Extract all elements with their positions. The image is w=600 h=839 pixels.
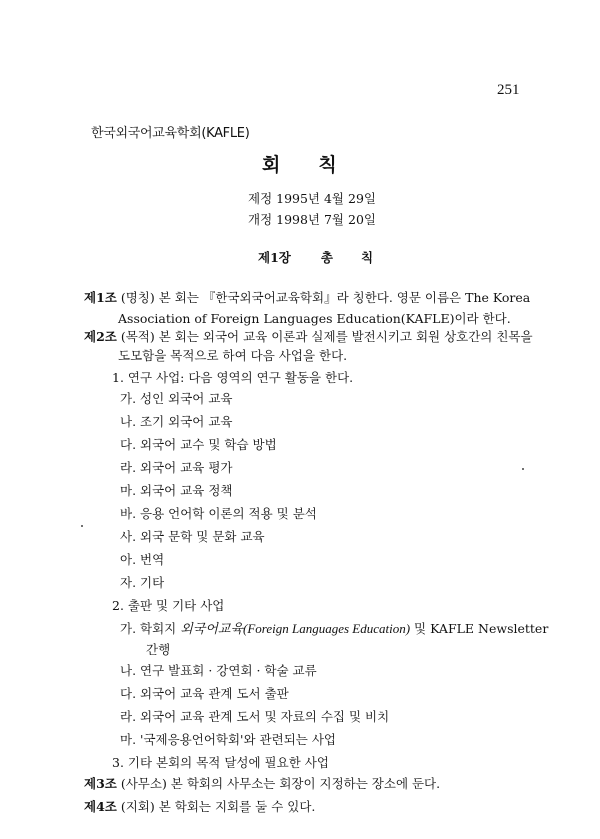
- article-3-text: (사무소) 본 학회의 사무소는 회장이 지정하는 장소에 둔다.: [120, 776, 441, 791]
- sub-item: 마. 외국어 교육 정책: [120, 483, 233, 498]
- sub-item: 나. 연구 발표회 · 강연회 · 학술 교류: [120, 663, 317, 678]
- sub-item: 다. 외국어 교육 관계 도서 출판: [120, 686, 289, 701]
- sub-item-journal-cont: 간행: [146, 642, 171, 657]
- article-4: [84, 799, 315, 815]
- journal-title: 외국어교육(Foreign Languages Education): [180, 621, 411, 636]
- enactment-date: 제정 1995년 4월 29일: [248, 191, 376, 206]
- journal-suffix: 및 KAFLE Newsletter: [410, 621, 549, 636]
- chapter-word-1: 총: [320, 250, 333, 265]
- article-2-label: 제2조: [84, 329, 117, 344]
- sub-item: 라. 외국어 교육 관계 도서 및 자료의 수집 및 비치: [120, 709, 390, 724]
- article-2-item-2: 2. 출판 및 기타 사업: [112, 598, 225, 613]
- article-3-label: 제3조: [84, 776, 117, 791]
- article-4-label: 제4조: [84, 799, 117, 814]
- chapter-heading: [258, 248, 373, 266]
- article-2-item-1: 1. 연구 사업: 다음 영역의 연구 활동을 한다.: [112, 370, 354, 385]
- journal-prefix: 가. 학회지: [120, 621, 181, 636]
- article-3: [84, 776, 440, 792]
- sub-item: 자. 기타: [120, 575, 165, 590]
- sub-item: 아. 번역: [120, 552, 165, 567]
- article-1-line1: (명칭) 본 회는 『한국외국어교육학회』라 칭한다. 영문 이름은 The Korea: [120, 290, 531, 305]
- sub-item: 다. 외국어 교수 및 학습 방법: [120, 437, 277, 452]
- sub-item-journal: [120, 621, 548, 637]
- article-2: [84, 329, 533, 345]
- sub-item: 바. 응용 언어학 이론의 적용 및 분석: [120, 506, 317, 521]
- chapter-word-2: 칙: [360, 250, 374, 265]
- sub-item: 라. 외국어 교육 평가: [120, 460, 233, 475]
- title-char-1: 회: [262, 154, 281, 176]
- article-1-label: 제1조: [84, 290, 117, 305]
- scan-speck: [522, 468, 524, 470]
- page-number: 251: [497, 82, 520, 98]
- sub-item: 나. 조기 외국어 교육: [120, 414, 233, 429]
- document-title: [262, 150, 337, 177]
- article-4-text: (지회) 본 학회는 지회를 둘 수 있다.: [120, 799, 316, 814]
- article-1-line2: Association of Foreign Languages Education(KAFLE)이라 한다.: [118, 311, 511, 326]
- society-name: 한국외국어교육학회(KAFLE): [91, 126, 250, 141]
- article-1: [84, 290, 530, 306]
- article-2-line1: (목적) 본 회는 외국어 교육 이론과 실제를 발전시키고 회원 상호간의 친목을: [120, 329, 533, 344]
- sub-item: 가. 성인 외국어 교육: [120, 391, 233, 406]
- sub-item: 사. 외국 문학 및 문화 교육: [120, 529, 265, 544]
- title-char-2: 칙: [318, 154, 337, 176]
- scan-speck: [81, 525, 83, 527]
- sub-item: 마. '국제응용언어학회'와 관련되는 사업: [120, 732, 336, 747]
- revision-date: 개정 1998년 7월 20일: [248, 212, 376, 227]
- chapter-number: 제1장: [258, 250, 291, 265]
- article-2-item-3: 3. 기타 본회의 목적 달성에 필요한 사업: [112, 755, 329, 770]
- article-2-line2: 도모함을 목적으로 하여 다음 사업을 한다.: [118, 348, 348, 363]
